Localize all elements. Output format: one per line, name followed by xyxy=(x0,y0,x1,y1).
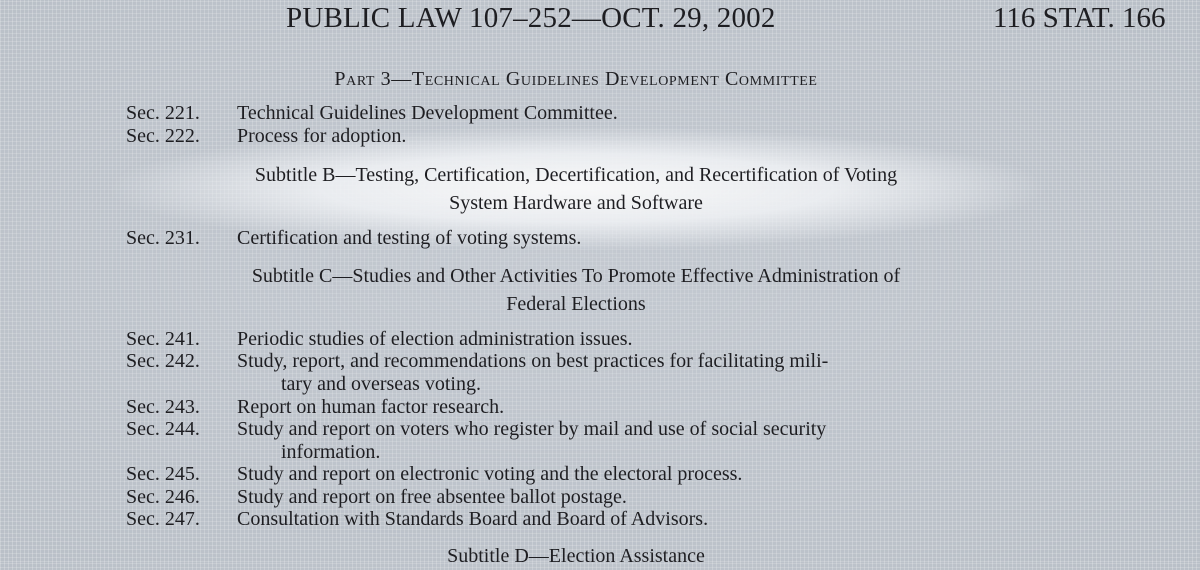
section-number: Sec. 241. xyxy=(126,328,200,350)
section-entry xyxy=(126,463,742,485)
section-entry xyxy=(126,102,618,124)
section-number: Sec. 244. xyxy=(126,418,200,440)
section-number: Sec. 221. xyxy=(126,102,200,124)
subtitle-d-line-1: Subtitle D—Election Assistance xyxy=(447,545,705,567)
section-title: Study and report on voters who register by mail and use of social security xyxy=(237,418,827,440)
section-title: Technical Guidelines Development Committee. xyxy=(237,102,618,124)
section-title: Consultation with Standards Board and Board of Advisors. xyxy=(237,508,709,530)
section-number: Sec. 242. xyxy=(126,350,200,372)
section-entry xyxy=(126,125,406,147)
section-title: Study and report on free absentee ballot postage. xyxy=(237,486,627,508)
section-title: Periodic studies of election administration issues. xyxy=(237,328,633,350)
section-entry xyxy=(126,508,708,530)
section-entry xyxy=(126,227,581,249)
statute-page-number: 116 STAT. 166 xyxy=(993,2,1166,34)
section-number: Sec. 243. xyxy=(126,396,200,418)
section-number: Sec. 222. xyxy=(126,125,200,147)
section-title: Study and report on electronic voting and the electoral process. xyxy=(237,463,743,485)
subtitle-b-line-1: Subtitle B—Testing, Certification, Decertification, and Recertification of Voting xyxy=(254,164,898,186)
section-title: Certification and testing of voting systems. xyxy=(237,227,582,249)
section-number: Sec. 246. xyxy=(126,486,200,508)
section-entry xyxy=(126,486,627,508)
subtitle-b-line-2: System Hardware and Software xyxy=(449,192,703,214)
section-title-continuation: tary and overseas voting. xyxy=(281,373,481,395)
section-title: Report on human factor research. xyxy=(237,396,505,418)
section-number: Sec. 247. xyxy=(126,508,200,530)
subtitle-b-heading xyxy=(126,161,1026,217)
subtitle-c-heading xyxy=(126,262,1026,318)
part-3-heading: Part 3—Technical Guidelines Development Committee xyxy=(334,68,818,90)
section-number: Sec. 231. xyxy=(126,227,200,249)
subtitle-c-line-2: Federal Elections xyxy=(506,293,646,315)
subtitle-c-line-1: Subtitle C—Studies and Other Activities To Promote Effective Administration of xyxy=(251,265,901,287)
section-title: Process for adoption. xyxy=(237,125,407,147)
section-entry xyxy=(126,350,828,372)
subtitle-d-heading xyxy=(126,542,1026,570)
section-entry xyxy=(126,396,504,418)
section-number: Sec. 245. xyxy=(126,463,200,485)
section-title-continuation: information. xyxy=(281,441,381,463)
section-title: Study, report, and recommendations on best practices for facilitating mili- xyxy=(237,350,829,372)
section-entry xyxy=(126,328,633,350)
section-entry xyxy=(126,418,826,440)
running-header: PUBLIC LAW 107–252—OCT. 29, 2002 xyxy=(286,2,776,34)
